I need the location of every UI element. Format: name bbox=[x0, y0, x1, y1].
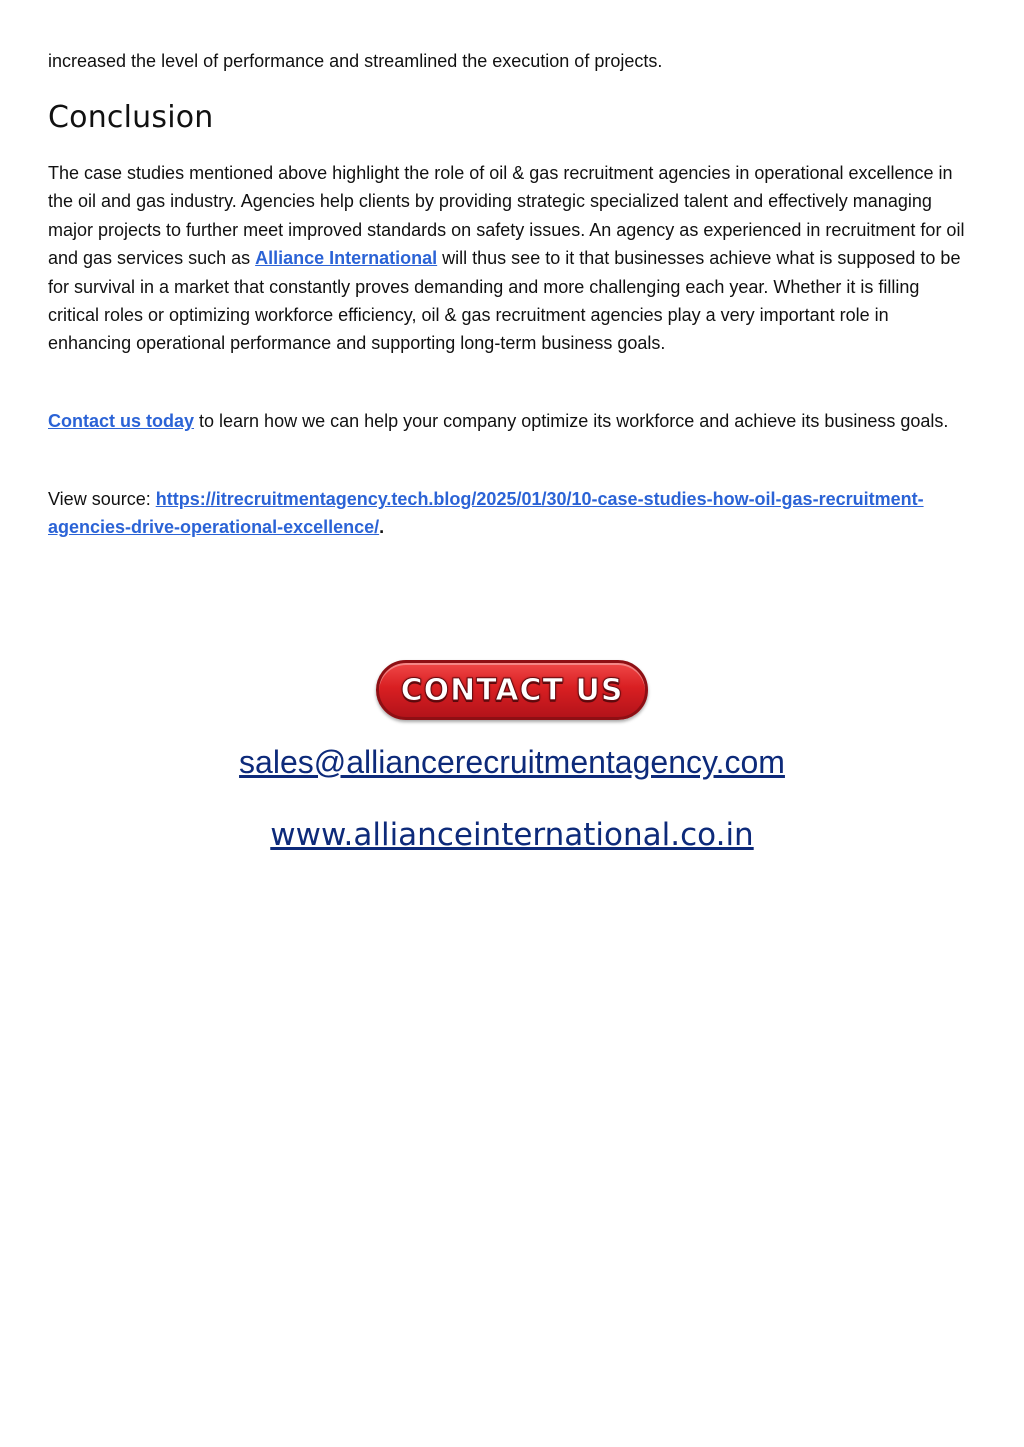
source-trailing-period: . bbox=[379, 517, 385, 538]
conclusion-heading: Conclusion bbox=[48, 100, 214, 135]
email-line bbox=[0, 742, 1024, 782]
conclusion-paragraph bbox=[48, 159, 972, 358]
email-link[interactable]: sales@alliancerecruitmentagency.com bbox=[239, 744, 785, 780]
source-url-link[interactable]: https://itrecruitmentagency.tech.blog/2025/01/30/10-case-studies-how-oil-gas-recruitment-agencies-drive-operational-excellence/ bbox=[48, 489, 924, 538]
cta-paragraph bbox=[48, 407, 972, 435]
conclusion-text-end: will thus see to it that businesses achieve what is supposed to be for survival in a market that constantly proves demanding and more challenging each year. Whether it is filling critical roles or optimizing workforce efficiency, oil & gas recruitment agencies play a very important role in enhancing operational performance and supporting long-term business goals. bbox=[48, 248, 961, 354]
source-paragraph bbox=[48, 485, 972, 542]
cta-text: to learn how we can help your company optimize its workforce and achieve its business goals. bbox=[194, 411, 949, 431]
website-line bbox=[0, 814, 1024, 856]
contact-us-today-link[interactable]: Contact us today bbox=[48, 411, 195, 431]
website-link[interactable]: www.allianceinternational.co.in bbox=[270, 817, 754, 853]
conclusion-text-start: The case studies mentioned above highlight the role of oil & gas recruitment agencies in operational excellence in the oil and gas industry. Agencies help clients by providing strategic specialized talent and effectively managing major projects to further meet improved standards on safety issues. An agency as experienced in recruitment for oil and gas services such as bbox=[48, 163, 965, 269]
contact-us-button-label: CONTACT US bbox=[400, 672, 624, 708]
source-label: View source: bbox=[48, 489, 156, 509]
contact-us-button[interactable] bbox=[376, 660, 648, 720]
alliance-international-link[interactable]: Alliance International bbox=[255, 248, 438, 269]
intro-line: increased the level of performance and streamlined the execution of projects. bbox=[48, 51, 663, 71]
contact-us-button-wrap bbox=[376, 660, 648, 720]
